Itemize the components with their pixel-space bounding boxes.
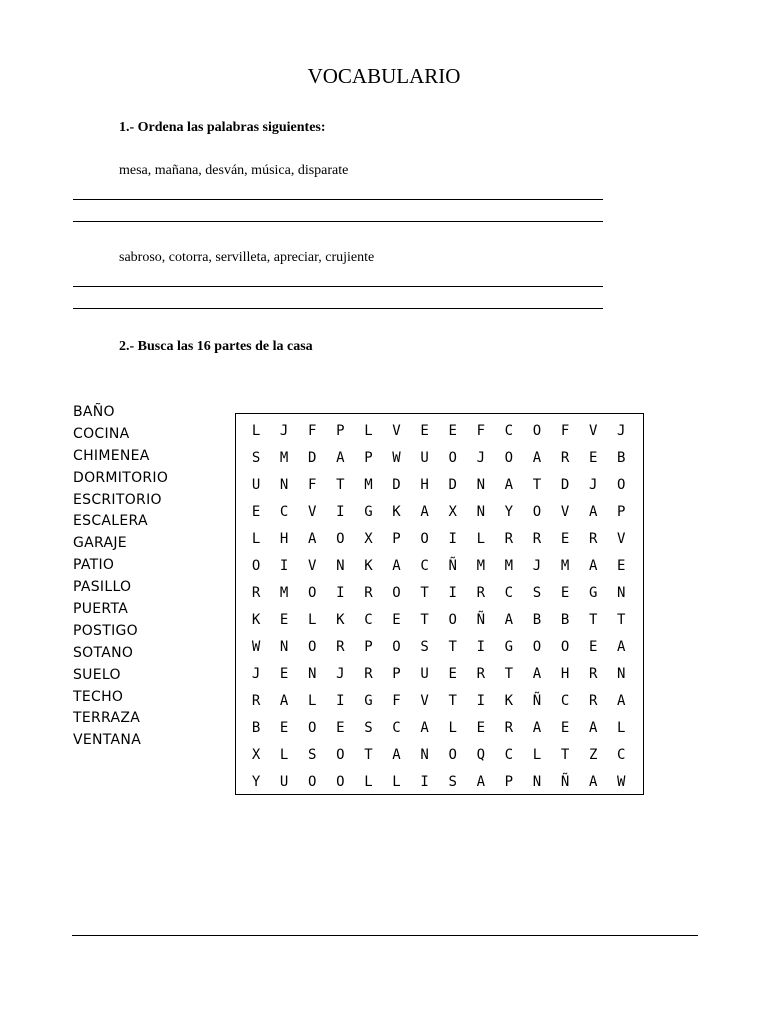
grid-letter: L [392, 774, 401, 790]
grid-letter: V [588, 423, 598, 439]
grid-letter: I [336, 693, 345, 709]
grid-letter: P [364, 450, 373, 466]
word-list-item: PUERTA [73, 601, 129, 618]
grid-letter: R [251, 693, 261, 709]
grid-letter: E [560, 585, 570, 601]
grid-letter: O [392, 585, 401, 601]
grid-letter: C [504, 747, 514, 763]
grid-letter: V [308, 558, 317, 574]
grid-letter: R [251, 585, 261, 601]
grid-letter: A [279, 693, 289, 709]
grid-letter: B [532, 612, 542, 628]
grid-letter: D [560, 477, 570, 493]
grid-letter: A [336, 450, 345, 466]
grid-letter: R [532, 531, 542, 547]
word-list-item: PASILLO [73, 579, 132, 596]
grid-letter: G [364, 504, 373, 520]
word-list-item: COCINA [73, 425, 130, 442]
grid-letter: F [476, 423, 486, 439]
grid-letter: J [532, 558, 542, 574]
grid-letter: T [532, 477, 542, 493]
grid-letter: Y [251, 774, 261, 790]
grid-letter: N [476, 504, 486, 520]
grid-letter: D [308, 450, 317, 466]
grid-letter: R [588, 531, 598, 547]
grid-letter: T [560, 747, 570, 763]
grid-letter: N [476, 477, 486, 493]
grid-letter: M [560, 558, 570, 574]
grid-letter: P [392, 531, 401, 547]
grid-letter: F [560, 423, 570, 439]
grid-letter: C [560, 693, 570, 709]
answer-line [73, 286, 603, 287]
grid-letter: C [504, 585, 514, 601]
grid-letter: G [588, 585, 598, 601]
grid-letter: L [364, 774, 373, 790]
grid-letter: E [617, 558, 626, 574]
grid-letter: E [448, 666, 457, 682]
grid-letter: C [420, 558, 429, 574]
grid-letter: R [504, 531, 514, 547]
grid-letter: A [588, 774, 598, 790]
grid-letter: O [504, 450, 514, 466]
page-title: VOCABULARIO [307, 64, 461, 88]
word-list-item: SUELO [73, 666, 121, 683]
grid-letter: J [251, 666, 261, 682]
grid-letter: O [308, 774, 317, 790]
grid-letter: E [392, 612, 401, 628]
grid-letter: C [279, 504, 289, 520]
grid-letter: O [448, 612, 457, 628]
grid-letter: E [279, 720, 289, 736]
grid-letter: A [420, 504, 429, 520]
grid-letter: T [420, 612, 429, 628]
grid-letter: E [279, 612, 289, 628]
grid-letter: E [251, 504, 261, 520]
grid-letter: Ñ [476, 612, 486, 628]
grid-letter: T [364, 747, 373, 763]
grid-letter: A [532, 666, 542, 682]
grid-letter: T [336, 477, 345, 493]
grid-letter: E [476, 720, 486, 736]
grid-letter: G [504, 639, 514, 655]
word-list-item: BAÑO [73, 404, 115, 420]
grid-letter: R [588, 693, 598, 709]
exercise-1-heading: 1.- Ordena las palabras siguientes: [119, 120, 326, 135]
word-list-item: DORMITORIO [73, 469, 169, 486]
grid-letter: U [420, 450, 429, 466]
grid-letter: A [588, 504, 598, 520]
grid-letter: A [504, 612, 514, 628]
grid-letter: K [336, 612, 345, 628]
grid-letter: R [476, 666, 486, 682]
grid-letter: H [279, 531, 289, 547]
grid-letter: P [504, 774, 514, 790]
grid-letter: R [336, 639, 345, 655]
grid-letter: A [532, 450, 542, 466]
grid-letter: P [336, 423, 345, 439]
grid-letter: A [308, 531, 317, 547]
grid-letter: I [448, 585, 457, 601]
word-list-item: ESCRITORIO [73, 491, 162, 508]
word-list-item: TERRAZA [73, 710, 141, 727]
grid-letter: L [308, 693, 317, 709]
grid-letter: M [279, 450, 289, 466]
grid-letter: O [336, 747, 345, 763]
grid-letter: H [560, 666, 570, 682]
grid-letter: O [251, 558, 261, 574]
grid-letter: E [279, 666, 289, 682]
grid-letter: O [560, 639, 570, 655]
grid-letter: A [504, 477, 514, 493]
grid-letter: N [279, 639, 289, 655]
grid-letter: H [420, 477, 429, 493]
grid-letter: N [532, 774, 542, 790]
grid-letter: L [251, 423, 261, 439]
grid-letter: V [617, 531, 626, 547]
word-list-item: ESCALERA [73, 513, 148, 530]
grid-letter: V [420, 693, 429, 709]
grid-letter: Y [504, 504, 514, 520]
grid-letter: C [617, 747, 626, 763]
grid-letter: O [532, 639, 542, 655]
grid-letter: G [364, 693, 373, 709]
grid-letter: D [448, 477, 457, 493]
grid-letter: S [364, 720, 373, 736]
grid-letter: R [588, 666, 598, 682]
grid-letter: T [588, 612, 598, 628]
grid-letter: E [336, 720, 345, 736]
grid-letter: X [251, 747, 261, 763]
grid-letter: U [420, 666, 429, 682]
grid-letter: J [476, 450, 486, 466]
grid-letter: M [279, 585, 289, 601]
grid-letter: T [420, 585, 429, 601]
grid-letter: O [336, 531, 345, 547]
grid-letter: Ñ [448, 558, 457, 574]
word-list-item: PATIO [73, 557, 115, 574]
grid-letter: C [504, 423, 514, 439]
grid-letter: Z [588, 747, 598, 763]
answer-line [73, 199, 603, 200]
word-list-item: SOTANO [73, 644, 134, 661]
grid-letter: X [364, 531, 373, 547]
grid-letter: K [364, 558, 373, 574]
grid-letter: I [476, 693, 486, 709]
grid-letter: N [336, 558, 345, 574]
grid-letter: B [560, 612, 570, 628]
grid-letter: N [279, 477, 289, 493]
grid-letter: J [279, 423, 289, 439]
answer-line [73, 308, 603, 309]
word-list-item: CHIMENEA [73, 447, 150, 464]
grid-letter: L [448, 720, 457, 736]
grid-letter: R [504, 720, 514, 736]
grid-letter: I [448, 531, 457, 547]
grid-letter: W [251, 639, 261, 655]
grid-letter: J [617, 423, 626, 439]
grid-letter: K [251, 612, 261, 628]
footer-divider [72, 935, 698, 936]
word-list [73, 402, 168, 752]
grid-letter: M [364, 477, 373, 493]
grid-letter: P [617, 504, 626, 520]
grid-letter: A [420, 720, 429, 736]
grid-letter: O [308, 585, 317, 601]
grid-letter: U [279, 774, 289, 790]
grid-letter: N [617, 585, 626, 601]
grid-letter: A [617, 693, 626, 709]
grid-letter: P [364, 639, 373, 655]
grid-letter: S [420, 639, 429, 655]
grid-letter: T [504, 666, 514, 682]
grid-letter: U [251, 477, 261, 493]
grid-letter: F [308, 477, 317, 493]
grid-letter: I [336, 585, 345, 601]
grid-letter: F [308, 423, 317, 439]
grid-letter: O [448, 450, 457, 466]
answer-line [73, 221, 603, 222]
grid-letter: L [308, 612, 317, 628]
grid-letter: T [448, 639, 457, 655]
grid-letter: V [560, 504, 570, 520]
grid-letter: O [532, 504, 542, 520]
grid-letter: I [476, 639, 486, 655]
grid-letter: I [336, 504, 345, 520]
grid-letter: E [588, 639, 598, 655]
grid-letter: S [308, 747, 317, 763]
grid-letter: R [364, 585, 373, 601]
word-list-item: VENTANA [73, 732, 142, 749]
grid-letter: O [532, 423, 542, 439]
grid-letter: T [448, 693, 457, 709]
grid-letter: J [336, 666, 345, 682]
grid-letter: S [532, 585, 542, 601]
grid-letter: L [617, 720, 626, 736]
grid-letter: W [392, 450, 401, 466]
grid-letter: O [617, 477, 626, 493]
grid-letter: V [392, 423, 401, 439]
exercise-2-heading: 2.- Busca las 16 partes de la casa [119, 339, 313, 354]
grid-letter: C [392, 720, 401, 736]
grid-letter: X [448, 504, 457, 520]
grid-letter: B [251, 720, 261, 736]
grid-letter: L [476, 531, 486, 547]
grid-letter: I [279, 558, 289, 574]
grid-letter: L [532, 747, 542, 763]
grid-letter: O [420, 531, 429, 547]
word-group-1: mesa, mañana, desván, música, disparate [119, 163, 349, 178]
grid-letter: A [392, 558, 401, 574]
grid-letter: R [364, 666, 373, 682]
grid-letter: E [560, 531, 570, 547]
word-list-item: POSTIGO [73, 622, 138, 639]
grid-letter: N [617, 666, 626, 682]
grid-letter: S [448, 774, 457, 790]
grid-letter: F [392, 693, 401, 709]
grid-letter: E [448, 423, 457, 439]
grid-letter: Ñ [532, 693, 542, 709]
word-list-item: TECHO [73, 688, 124, 705]
grid-letter: N [420, 747, 429, 763]
grid-letter: P [392, 666, 401, 682]
word-search-grid [235, 413, 644, 795]
grid-letter: T [617, 612, 626, 628]
grid-letter: B [617, 450, 626, 466]
grid-letter: O [308, 720, 317, 736]
grid-letter: D [392, 477, 401, 493]
grid-letter: L [251, 531, 261, 547]
word-list-item: GARAJE [73, 535, 127, 552]
grid-letter: O [308, 639, 317, 655]
grid-letter: O [448, 747, 457, 763]
grid-letter: O [336, 774, 345, 790]
grid-letter: L [279, 747, 289, 763]
grid-letter: A [476, 774, 486, 790]
grid-letter: M [504, 558, 514, 574]
grid-letter: W [617, 774, 626, 790]
grid-letter: Ñ [560, 774, 570, 790]
grid-letter: R [560, 450, 570, 466]
grid-letter: N [308, 666, 317, 682]
grid-letter: V [308, 504, 317, 520]
word-group-2: sabroso, cotorra, servilleta, apreciar, crujiente [119, 250, 375, 265]
grid-letter: A [392, 747, 401, 763]
grid-letter: K [504, 693, 514, 709]
grid-letter: C [364, 612, 373, 628]
grid-letter: J [588, 477, 598, 493]
grid-letter: I [420, 774, 429, 790]
grid-letter: R [476, 585, 486, 601]
grid-letter: A [588, 558, 598, 574]
grid-letter: Q [476, 747, 486, 763]
grid-letter: E [588, 450, 598, 466]
grid-letter: K [392, 504, 401, 520]
grid-letter: A [617, 639, 626, 655]
grid-letter: M [476, 558, 486, 574]
grid-letter: S [251, 450, 261, 466]
grid-letter: O [392, 639, 401, 655]
grid-letter: A [588, 720, 598, 736]
grid-letter: E [420, 423, 429, 439]
grid-letter: L [364, 423, 373, 439]
grid-letter: A [532, 720, 542, 736]
grid-letter: E [560, 720, 570, 736]
